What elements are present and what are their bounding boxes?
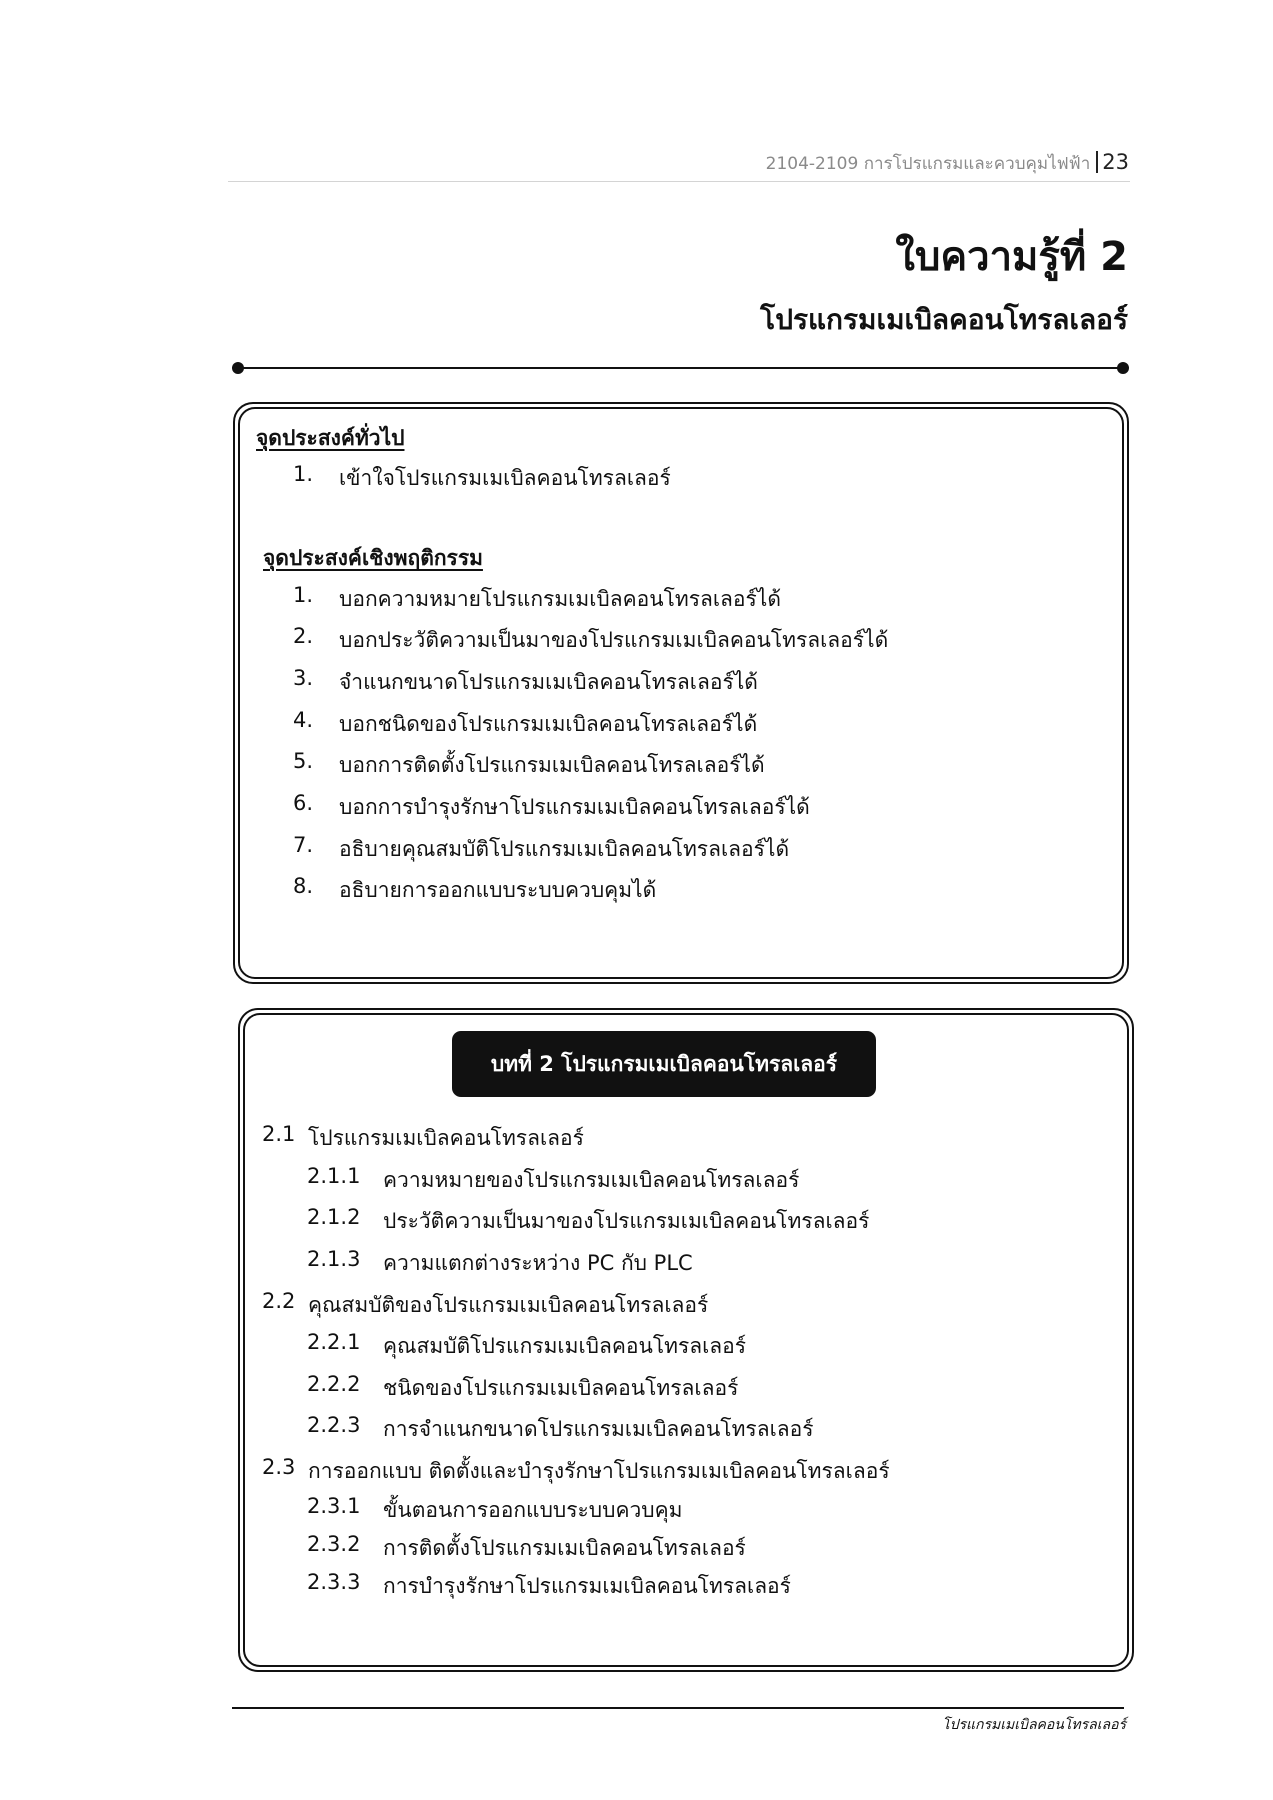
document-subtitle: โปรแกรมเมเบิลคอนโทรลเลอร์	[760, 303, 1128, 336]
course-title: 2104-2109 การโปรแกรมและควบคุมไฟฟ้า	[765, 154, 1091, 174]
running-header	[766, 150, 1129, 177]
behavioral-objectives-heading: จุดประสงค์เชิงพฤติกรรม	[263, 546, 483, 570]
footer-divider	[232, 1707, 1124, 1709]
rule-left-dot	[232, 362, 244, 374]
document-title: ใบความรู้ที่ 2	[895, 234, 1128, 280]
header-divider	[228, 181, 1130, 182]
title-rule	[237, 367, 1121, 369]
general-objectives-heading: จุดประสงค์ทั่วไป	[256, 426, 405, 450]
chapter-label: บทที่ 2 โปรแกรมเมเบิลคอนโทรลเลอร์	[452, 1031, 876, 1097]
rule-right-dot	[1117, 362, 1129, 374]
header-separator	[1096, 151, 1098, 173]
footer-running-title: โปรแกรมเมเบิลคอนโทรลเลอร์	[942, 1717, 1126, 1733]
page-number: 23	[1102, 150, 1129, 174]
